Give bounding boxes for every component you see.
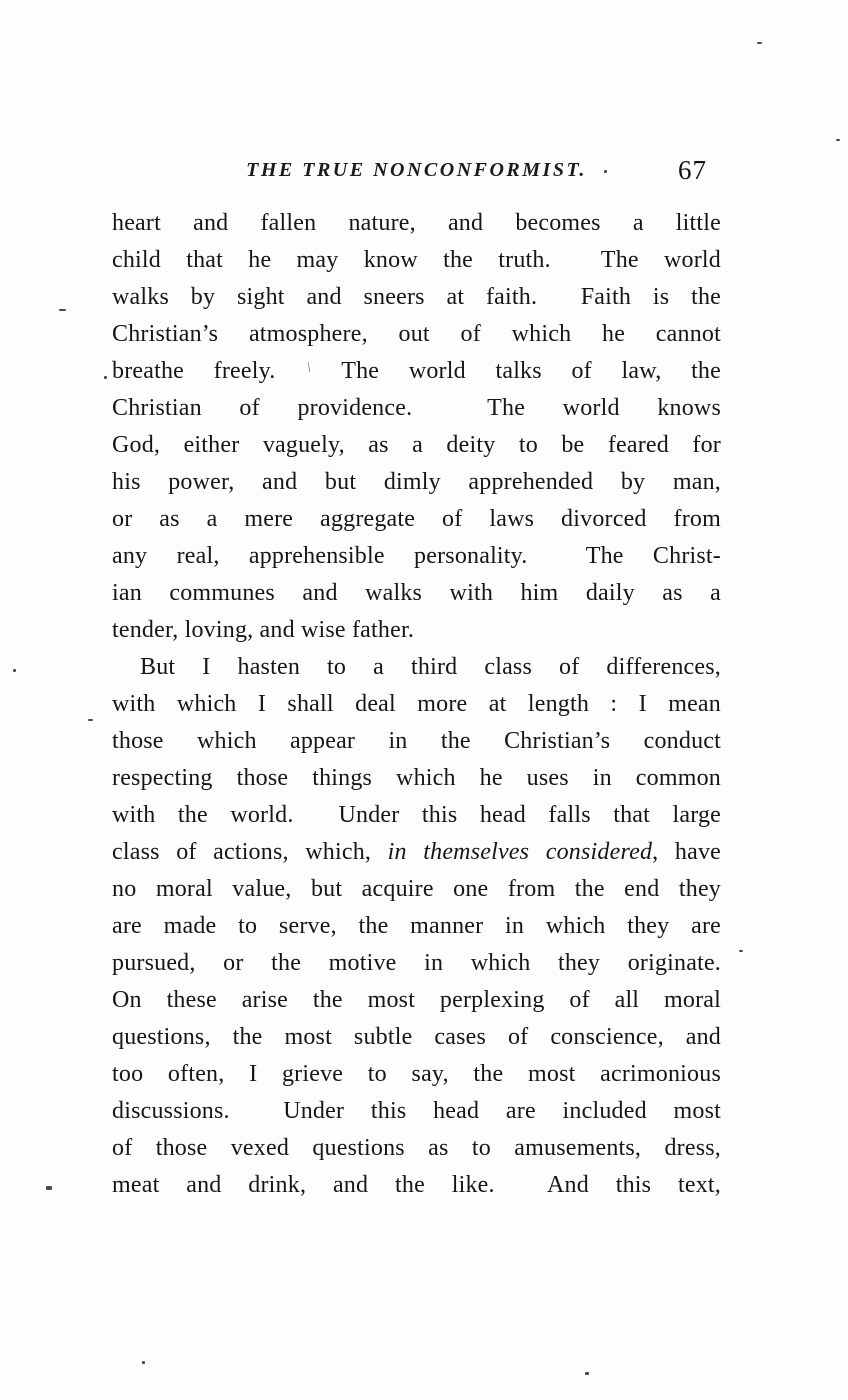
ink-stray-mark: \ [306, 359, 312, 376]
text-line: child that he may know the truth. The world [112, 247, 721, 273]
page-header [112, 155, 721, 191]
text-line: questions, the most subtle cases of conscience, and [112, 1024, 721, 1050]
text-line: walks by sight and sneers at faith. Faith is the [112, 284, 721, 310]
scan-speck [757, 42, 762, 44]
text-line: too often, I grieve to say, the most acrimonious [112, 1061, 721, 1087]
scan-speck [88, 719, 93, 721]
text-line: tender, loving, and wise father. [112, 617, 415, 643]
scan-speck [604, 170, 607, 173]
paragraph [112, 205, 721, 649]
text-line: breathe freely. \ The world talks of law, the [112, 358, 721, 384]
scan-speck [836, 139, 840, 141]
page-number: 67 [678, 155, 707, 185]
text-line: respecting those things which he uses in common [112, 765, 721, 791]
scan-speck [59, 309, 66, 311]
text-line: Christian of providence. The world knows [112, 395, 721, 421]
scan-speck [104, 376, 107, 379]
paragraph [112, 649, 721, 1204]
body-text [112, 205, 721, 1204]
text-line: heart and fallen nature, and becomes a little [112, 210, 721, 236]
text-line: meat and drink, and the like. And this text, [112, 1172, 721, 1198]
text-line: But I hasten to a third class of differences, [140, 654, 721, 680]
text-line: with which I shall deal more at length : I mean [112, 691, 721, 717]
scan-speck [13, 669, 16, 672]
scan-speck [739, 950, 743, 952]
text-line: discussions. Under this head are included most [112, 1098, 721, 1124]
text-line: Christian’s atmosphere, out of which he cannot [112, 321, 721, 347]
text-line: his power, and but dimly apprehended by man, [112, 469, 721, 495]
text-line: those which appear in the Christian’s conduct [112, 728, 721, 754]
scan-speck [46, 1186, 52, 1190]
text-line: no moral value, but acquire one from the end they [112, 876, 721, 902]
text-line: or as a mere aggregate of laws divorced from [112, 506, 721, 532]
text-line: class of actions, which, in themselves considered, have [112, 839, 721, 865]
scan-speck [142, 1361, 145, 1364]
text-line: God, either vaguely, as a deity to be feared for [112, 432, 721, 458]
text-line: ian communes and walks with him daily as a [112, 580, 721, 606]
text-line: any real, apprehensible personality. The Christ- [112, 543, 721, 569]
text-line: On these arise the most perplexing of all moral [112, 987, 721, 1013]
text-line: with the world. Under this head falls that large [112, 802, 721, 828]
text-line: of those vexed questions as to amusements, dress, [112, 1135, 721, 1161]
running-title: THE TRUE NONCONFORMIST. [246, 159, 587, 181]
scan-speck [585, 1372, 589, 1375]
text-line: pursued, or the motive in which they originate. [112, 950, 721, 976]
text-line: are made to serve, the manner in which they are [112, 913, 721, 939]
text-column [112, 0, 721, 1204]
